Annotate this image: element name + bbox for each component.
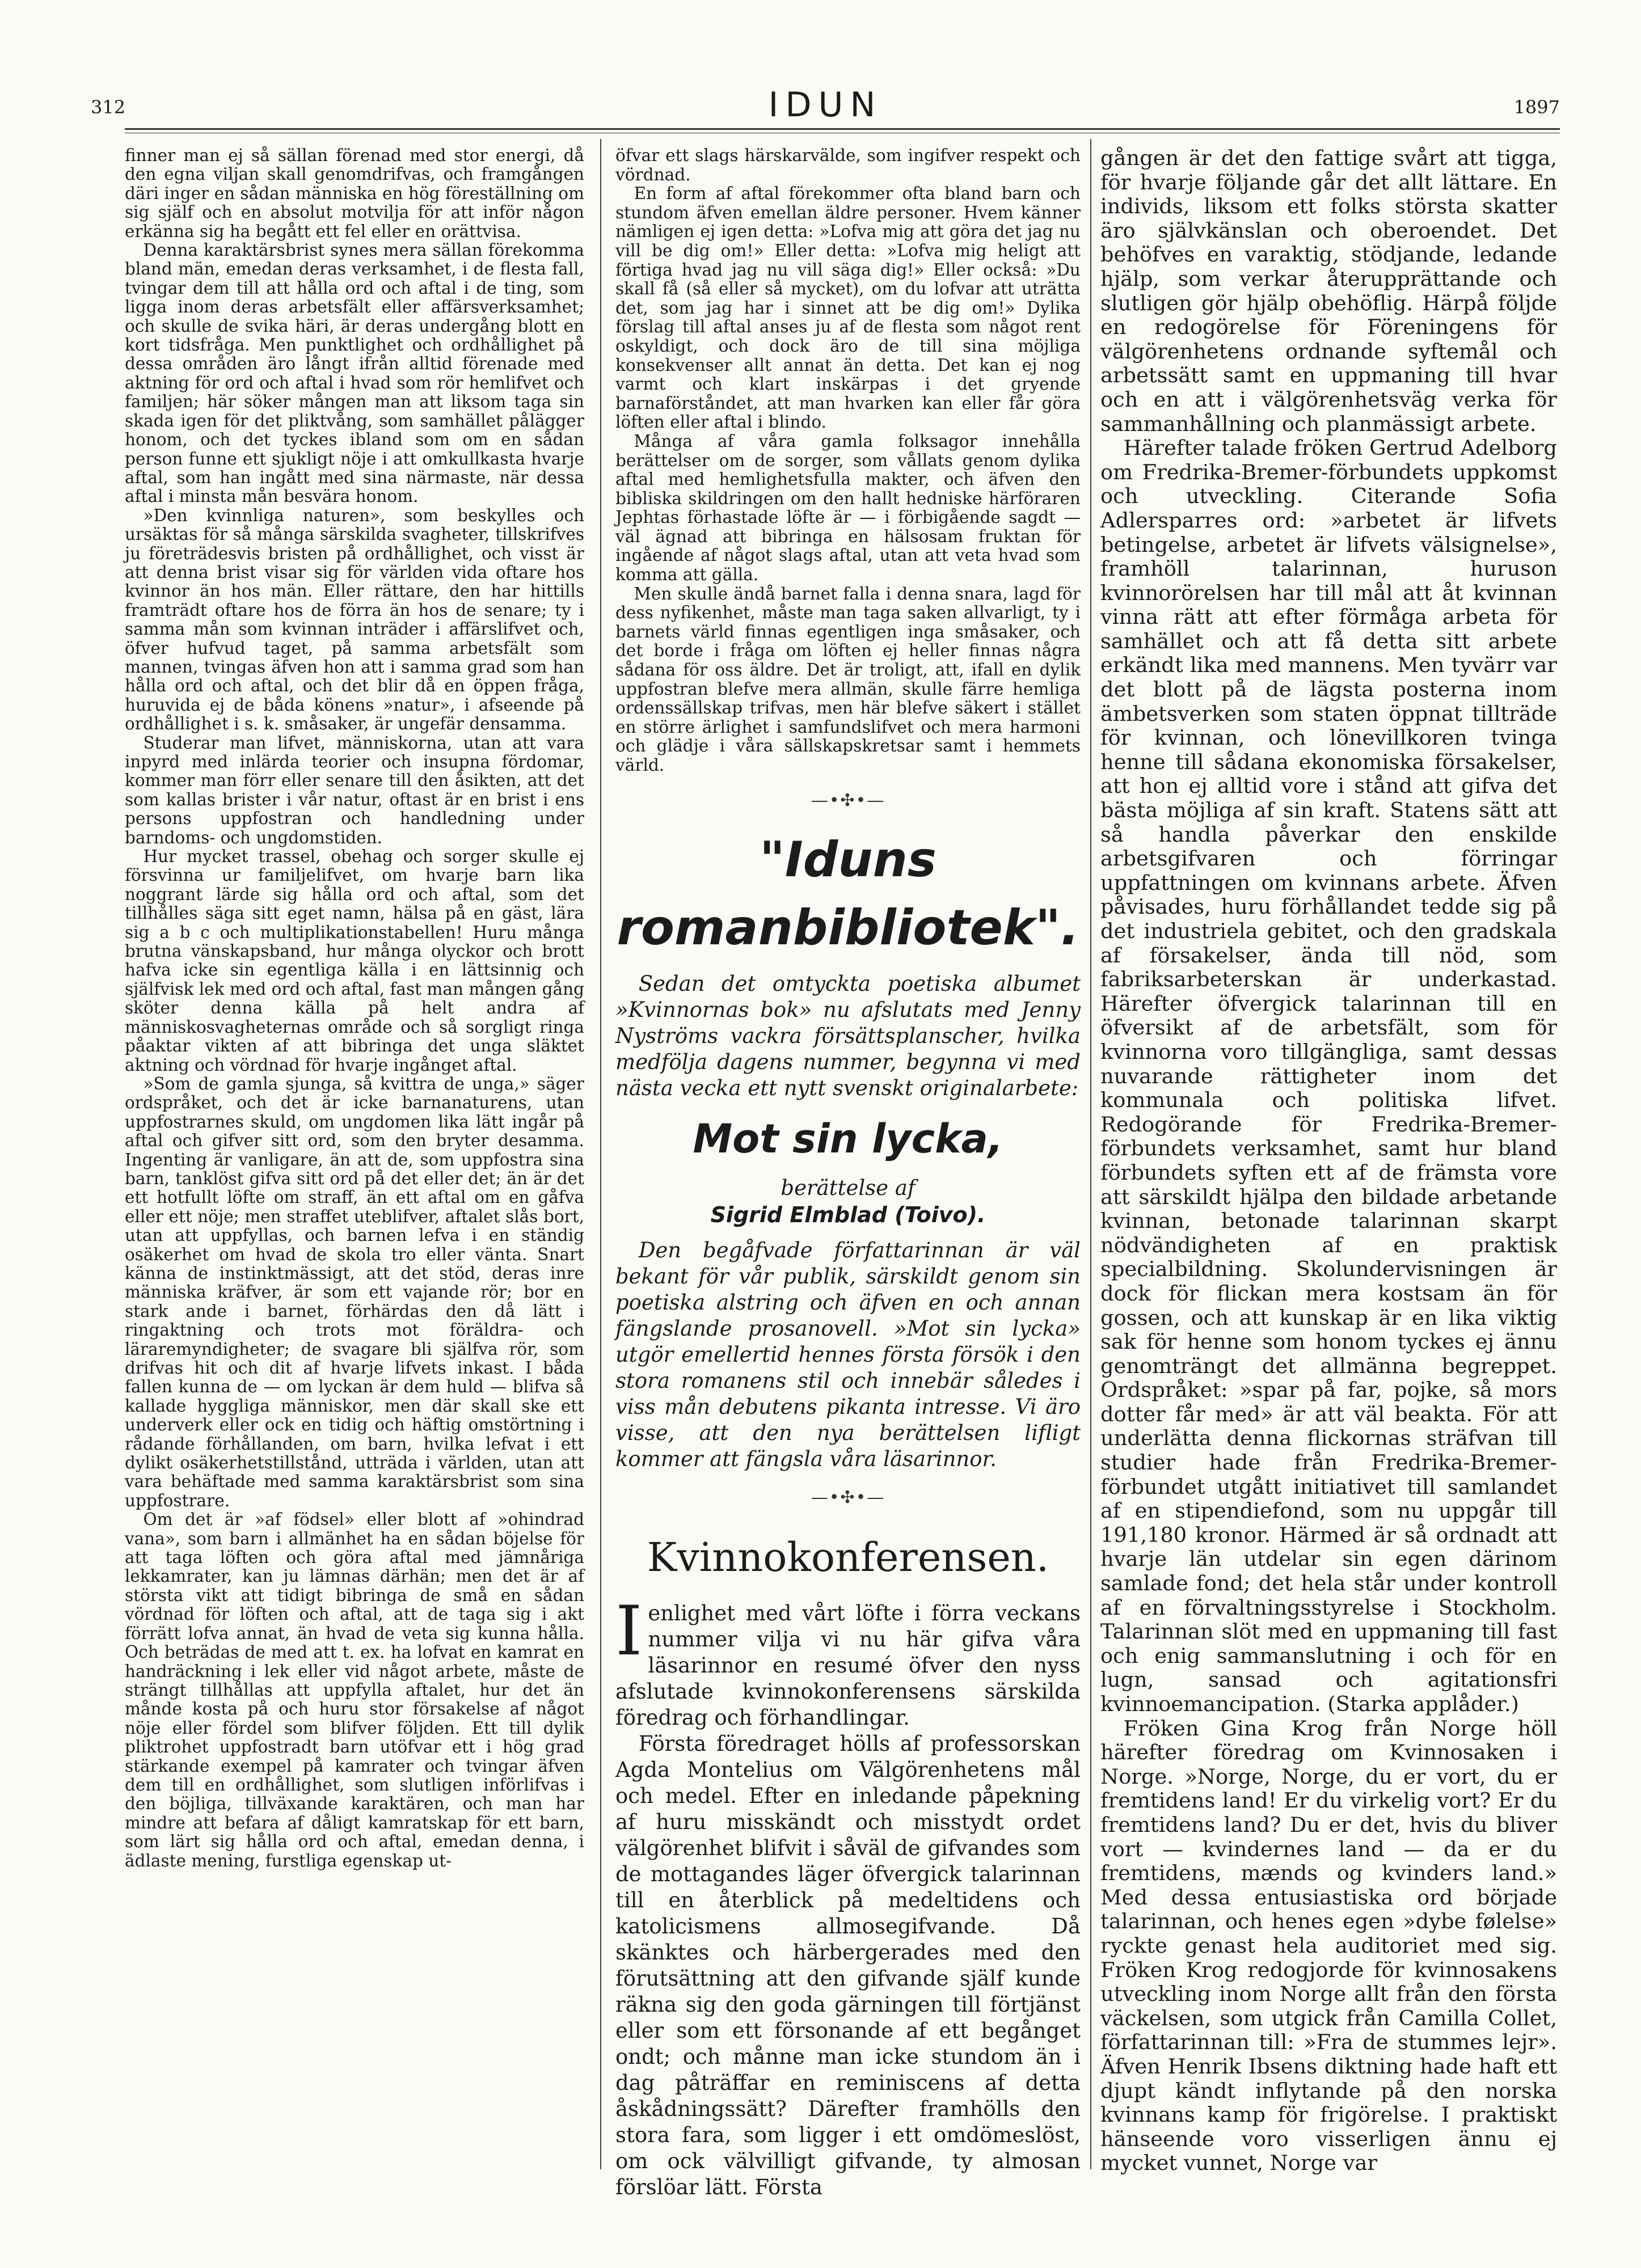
romanbibliotek-heading: "Iduns romanbibliotek". bbox=[617, 831, 1079, 957]
novel-blurb: Den begåfvade författarinnan är väl bekant för vår publik, särskildt genom sin poetiska alstring och äfven en och annan fängslande prosanovell. »Mot sin lycka» utgör emellertid hennes första försök i den stora romanens stil och innebär således i viss mån debutens pikanta intresse. Vi äro visse, att den nya berättelsen lifligt kommer att fängsla våra läsarinnor. bbox=[615, 1238, 1081, 1472]
paragraph: Om det är »af födsel» eller blott af »ohindrad vana», som barn i allmänhet ha en sådan böjelse för att taga löften och göra aftal med jämnåriga lekkamrater, kan ju lämnas därhän; men det är af största vikt att tidigt bibringa de små en sådan vördnad för löften och aftal, att de taga sig i akt förrätt lofva annat, än hvad de veta sig kunna hålla. Och beträdas de med att t. ex. ha lofvat en kamrat en handräckning i lek eller vid något arbete, måste de strängt tillhållas att uppfylla aftalet, hur det än månde kosta på och huru stor försakelse af något nöje eller fördel som blifver följden. Ett till dylik pliktrohet uppfostradt barn utöfvar ett i hög grad stärkande exempel på kamrater och tvingar äfven dem till en ordhållighet, som slutligen införlifvas i den böjliga, tillväxande karaktären, och man har mindre att befara af dåligt kamratskap för ett barn, som lärt sig hålla ord och aftal, emedan denna, i ädlaste mening, furstliga egenskap ut- bbox=[125, 1510, 584, 1870]
column-divider-1 bbox=[600, 139, 601, 2169]
column-divider-2 bbox=[1090, 139, 1091, 2169]
paragraph: Första föredraget hölls af professorskan Agda Montelius om Välgörenhetens mål och medel. Efter en inledande påpekning af huru misskändt och misstydt ordet välgörenhet blifvit i såväl de gifvandes som de mottagandes läger öfvergick talarinnan till en återblick på medeltidens och katolicismens allmosegifvande. Då skänktes och härbergerades med den förutsättning att den gifvande själf kunde räkna sig den goda gärningen till förtjänst eller som ett försonande af ett begånget ondt; och månne man icke stundom än i dag påträffar en reminiscens af detta åskådningssätt? Därefter framhölls den stora fara, som ligger i ett omdömeslöst, om ock välvilligt gifvande, ty almosan förslöar lätt. Första bbox=[615, 1731, 1081, 2199]
paragraph: Ienlighet med vårt löfte i förra veckans nummer vilja vi nu här gifva våra läsarinnor en resumé öfver den nyss afslutade kvinnokonferensens särskilda föredrag och förhandlingar. bbox=[615, 1591, 1081, 1730]
paragraph: Hur mycket trassel, obehag och sorger skulle ej försvinna ur familjelifvet, om hvarje barn lika noggrant lärde sig hålla ord och aftal, som det tillhålles säga sitt eget namn, hälsa på en gäst, lära sig a b c och multiplikationstabellen! Huru många brutna vänskapsband, hur många olyckor och brott hafva icke sin egentliga källa i en lättsinnig och själfvisk lek med ord och aftal, fast man mången gång sköter denna källa på helt andra af människosvagheternas område och så sorgligt ringa påaktar vikten af att bibringa det unga släktet aktning och vördnad för hvarje ingånget aftal. bbox=[125, 847, 584, 1075]
page-header bbox=[91, 85, 1560, 130]
section-ornament: —•✣•— bbox=[811, 790, 885, 810]
column-2 bbox=[615, 146, 1081, 2199]
year: 1897 bbox=[1513, 96, 1560, 118]
paragraph: Fröken Gina Krog från Norge höll härefter föredrag om Kvinnosaken i Norge. »Norge, Norge, du er vort, du er fremtidens land! Er du virkelig vort? Er du fremtidens land? Du er det, hvis du bliver vort — kvindernes land — da er du fremtidens, mænds og kvinders land.» Med dessa entusiastiska ord började talarinnan, och henes egen »dybe følelse» ryckte genast hela auditoriet med sig. Fröken Krog redogjorde för kvinnosakens utveckling inom Norge allt från den första väckelsen, som utgick från Camilla Collet, författarinnan till: »Fra de stummes lejr». Äfven Henrik Ibsens diktning hade haft ett djupt kändt inflytande på den norska kvinnans kamp för frigörelse. I praktiskt hänseende voro visserligen ännu ej mycket vunnet, Norge var bbox=[1100, 1716, 1557, 2176]
novel-title: Mot sin lycka, bbox=[693, 1116, 1003, 1163]
paragraph: Men skulle ändå barnet falla i denna snara, lagd för dess nyfikenhet, måste man taga saken allvarligt, ty i barnets värld finnas egentligen inga småsaker, och det borde i fråga om löften ej heller finnas några sådana för oss äldre. Det är troligt, att, ifall en dylik uppfostran blefve mera allmän, skulle färre hemliga ordenssällskap trifvas, men här blefve säkert i stället en större ärlighet i samfundslifvet och mera harmoni och glädje i våra sällskapskretsar samt i hemmets värld. bbox=[615, 584, 1081, 775]
paragraph: Härefter talade fröken Gertrud Adelborg om Fredrika-Bremer-förbundets uppkomst och utveckling. Citerande Sofia Adlersparres ord: »arbetet är lifvets betingelse, arbetet är lifvets välsignelse», framhöll talarinnan, huruson kvinnorörelsen har till mål att åt kvinnan vinna rätt att efter förmåga arbeta för samhället och att få detta sitt arbete erkändt lika med mannens. Men tyvärr var det blott på de lägsta posterna inom ämbetsverken som staten öppnat tillträde för kvinnan, och lönevillkoren tvinga henne till sådana ekonomiska försakelser, att hon ej alltid vore i stånd att gifva det bästa möjliga af sin kraft. Statens sätt att så handla påverkar den enskilde arbetsgifvaren och förringar uppfattningen om kvinnans arbete. Äfven påvisades, huru förhållandet tedde sig på det industriela gebitet, och den gradskala af försakelser, ända till nöd, som fabriksarbeterskan är underkastad. Härefter öfvergick talarinnan till en öfversikt af de arbetsfält, som för kvinnorna voro tillgängliga, samt dessas nuvarande rättigheter inom det kommunala och politiska lifvet. Redogörande för Fredrika-Bremer-förbundets verksamhet, samt hur bland förbundets syften ett af de främsta vore att särskildt hjälpa den bildade arbetande kvinnan, betonade talarinnan skarpt nödvändigheten af en praktisk specialbildning. Skolundervisningen är dock för flickan mera kostsam än för gossen, och att kunskap är en lika viktig sak för henne som honom tyckes ej ännu genomträngt det allmänna begreppet. Ordspråket: »spar på far, pojke, så mors dotter får med» är att väl beakta. För att underlätta denna flickornas sträfvan till studier hade från Fredrika-Bremer-förbundet utgått initiativet till samlandet af en stipendiefond, som nu uppgår till 191,180 kronor. Härmed är så ordnadt att hvarje län utdelar sin egen därinom samlade fond; det hela står under kontroll af en förvaltningsstyrelse i Stockholm. Talarinnan slöt med en uppmaning till fast och enig sammanslutning i och för en lugn, sansad och agitationsfri kvinnoemancipation. (Starka applåder.) bbox=[1100, 436, 1557, 1716]
paragraph: Studerar man lifvet, människorna, utan att vara inpyrd med inlärda teorier och insupna fördomar, kommer man förr eller senare till den åsikten, att det som kallas brister i vår natur, oftast är en brist i ens persons uppfostran och handledning under barndoms- och ungdomstiden. bbox=[125, 733, 584, 847]
kvinnokonferensen-heading: Kvinnokonferensen. bbox=[647, 1534, 1049, 1581]
paragraph: »Som de gamla sjunga, så kvittra de unga,» säger ordspråket, och det är icke barnanaturens, utan uppfostrarnes skuld, om ungdomen lika lätt ingår på aftal och gifver sitt ord, som den bryter desamma. Ingenting är vanligare, än att de, som uppfostra sina barn, tanklöst gifva sitt ord på det eller det; än är det ett hotfullt löfte om straff, än ett aftal om en gåfva eller ett nöje; men straffet uteblifver, aftalet slås bort, utan att uppfyllas, och barnen lefva i en ständig osäkerhet om hvad de skola tro eller vänta. Snart känna de instinktmässigt, att det stöd, deras inre människa kräfver, är som ett vajande rör; bor en stark ande i barnet, förhärdas den då lätt i ringaktning och trots mot föräldra- och läraremyndigheter; de svagare bli själfva rör, som drifvas hit och dit af hvarje lifvets inkast. I båda fallen kunna de — om lyckan är dem huld — blifva så kallade hyggliga människor, men där skall ske ett underverk eller ock en tidig och häftig omstörtning i rådande förhållanden, om barn, hvilka lefvat i ett dylikt osäkerhetstillstånd, utträda i världen, utan att vara behäftade med samma karaktärsbrist som sina uppfostrare. bbox=[125, 1074, 584, 1510]
header-rule-top bbox=[125, 128, 1560, 130]
paragraph: Denna karaktärsbrist synes mera sällan förekomma bland män, emedan deras verksamhet, i de flesta fall, tvingar dem till att hålla ord och aftal i de ting, som ligga inom deras arbetsfält eller affärsverksamhet; och skulle de svika häri, är deras undergång blott en kort tidsfråga. Men punktlighet och ordhållighet på dessa områden äro långt ifrån alltid förenade med aktning för ord och aftal i hvad som rör hemlifvet och familjen; här söker mången man att liksom taga sin skada igen för det pliktvång, som samhället pålägger honom, och det tyckes ibland som om en sådan person funne ett sjukligt nöje i att omkullkasta hvarje aftal, som han ingått med sina närmaste, när dessa aftal i minsta mån besvära honom. bbox=[125, 240, 584, 506]
column-1 bbox=[125, 146, 584, 2177]
paragraph: finner man ej så sällan förenad med stor energi, då den egna viljan skall genomdrifvas, och framgången däri inger en sådan människa en hög föreställning om sig själf och en absolut motvilja för att inför någon erkänna sig ha begått ett fel eller en orättvisa. bbox=[125, 146, 584, 241]
romanbibliotek-intro: Sedan det omtyckta poetiska albumet »Kvinnornas bok» nu afslutats med Jenny Nyströms vackra försättsplanscher, hvilka medfölja dagens nummer, begynna vi med nästa vecka ett nytt svenskt originalarbete: bbox=[615, 972, 1081, 1101]
paragraph: En form af aftal förekommer ofta bland barn och stundom äfven emellan äldre personer. Hvem känner nämligen ej igen detta: »Lofva mig att göra det jag nu vill be dig om!» Eller detta: »Lofva mig heligt att förtiga hvad jag nu vill säga dig!» Eller också: »Du skall få (så eller så mycket), om du lofvar att uträtta det, som jag har i sinnet att be dig om!» Dylika förslag till aftal anses ju af de flesta som något rent oskyldigt, och dock äro de till sina möjliga konsekvenser allt annat än detta. Det kan ej nog varmt och klart inskärpas i det gryende barnaförståndet, att man hvarken kan eller får göra löften eller aftal i blindo. bbox=[615, 184, 1081, 432]
novel-subtitle: berättelse af bbox=[781, 1176, 916, 1201]
column-3 bbox=[1100, 146, 1557, 2177]
novel-author: Sigrid Elmblad (Toivo). bbox=[710, 1202, 986, 1228]
page-number: 312 bbox=[91, 96, 126, 118]
paragraph: öfvar ett slags härskarvälde, som ingifver respekt och vördnad. bbox=[615, 146, 1081, 184]
paragraph: gången är det den fattige svårt att tigga, för hvarje följande går det allt lättare. En individs, liksom ett folks största skatter äro självkänslan och oberoendet. Det behöfves en varaktig, stödjande, ledande hjälp, som verkar återupprättande och slutligen gör hjälp obehöflig. Härpå följde en redogörelse för Föreningens för välgörenhetens ordnande syftemål och arbetssätt samt en uppmaning till hvar och en att i välgörenhetsväg verka för sammanhållning och planmässigt arbete. bbox=[1100, 146, 1557, 436]
section-ornament: —•✣•— bbox=[811, 1488, 885, 1508]
drop-cap: I bbox=[615, 1591, 643, 1671]
paragraph: Många af våra gamla folksagor innehålla berättelser om de sorger, som vållats genom dylika aftal med hemlighetsfulla makter, och äfven den bibliska skildringen om den hallt hedniske härföraren Jephtas förhastade löfte är — i förbigående sagdt — väl ägnad att bibringa en hälsosam fruktan för ingående af något slags aftal, utan att veta hvad som komma att gälla. bbox=[615, 431, 1081, 585]
journal-title: IDUN bbox=[768, 85, 883, 125]
paragraph: »Den kvinnliga naturen», som beskylles och ursäktas för så många särskilda svagheter, tillskrifves ju företrädesvis bristen på ordhållighet, och visst är att denna brist visar sig för världen vida oftare hos kvinnor än hos män. Eller rättare, den har hittills framträdt oftare hos de förra än hos de senare; ty i samma mån som kvinnan inträder i affärslifvet och, öfver hufvud taget, på samma arbetsfält som mannen, tvingas äfven hon att i samma grad som han hålla ord och aftal, och det blir då en öppen fråga, huruvida ej de båda könens »natur», i afseende på ordhållighet i s. k. småsaker, är ungefär densamma. bbox=[125, 505, 584, 734]
